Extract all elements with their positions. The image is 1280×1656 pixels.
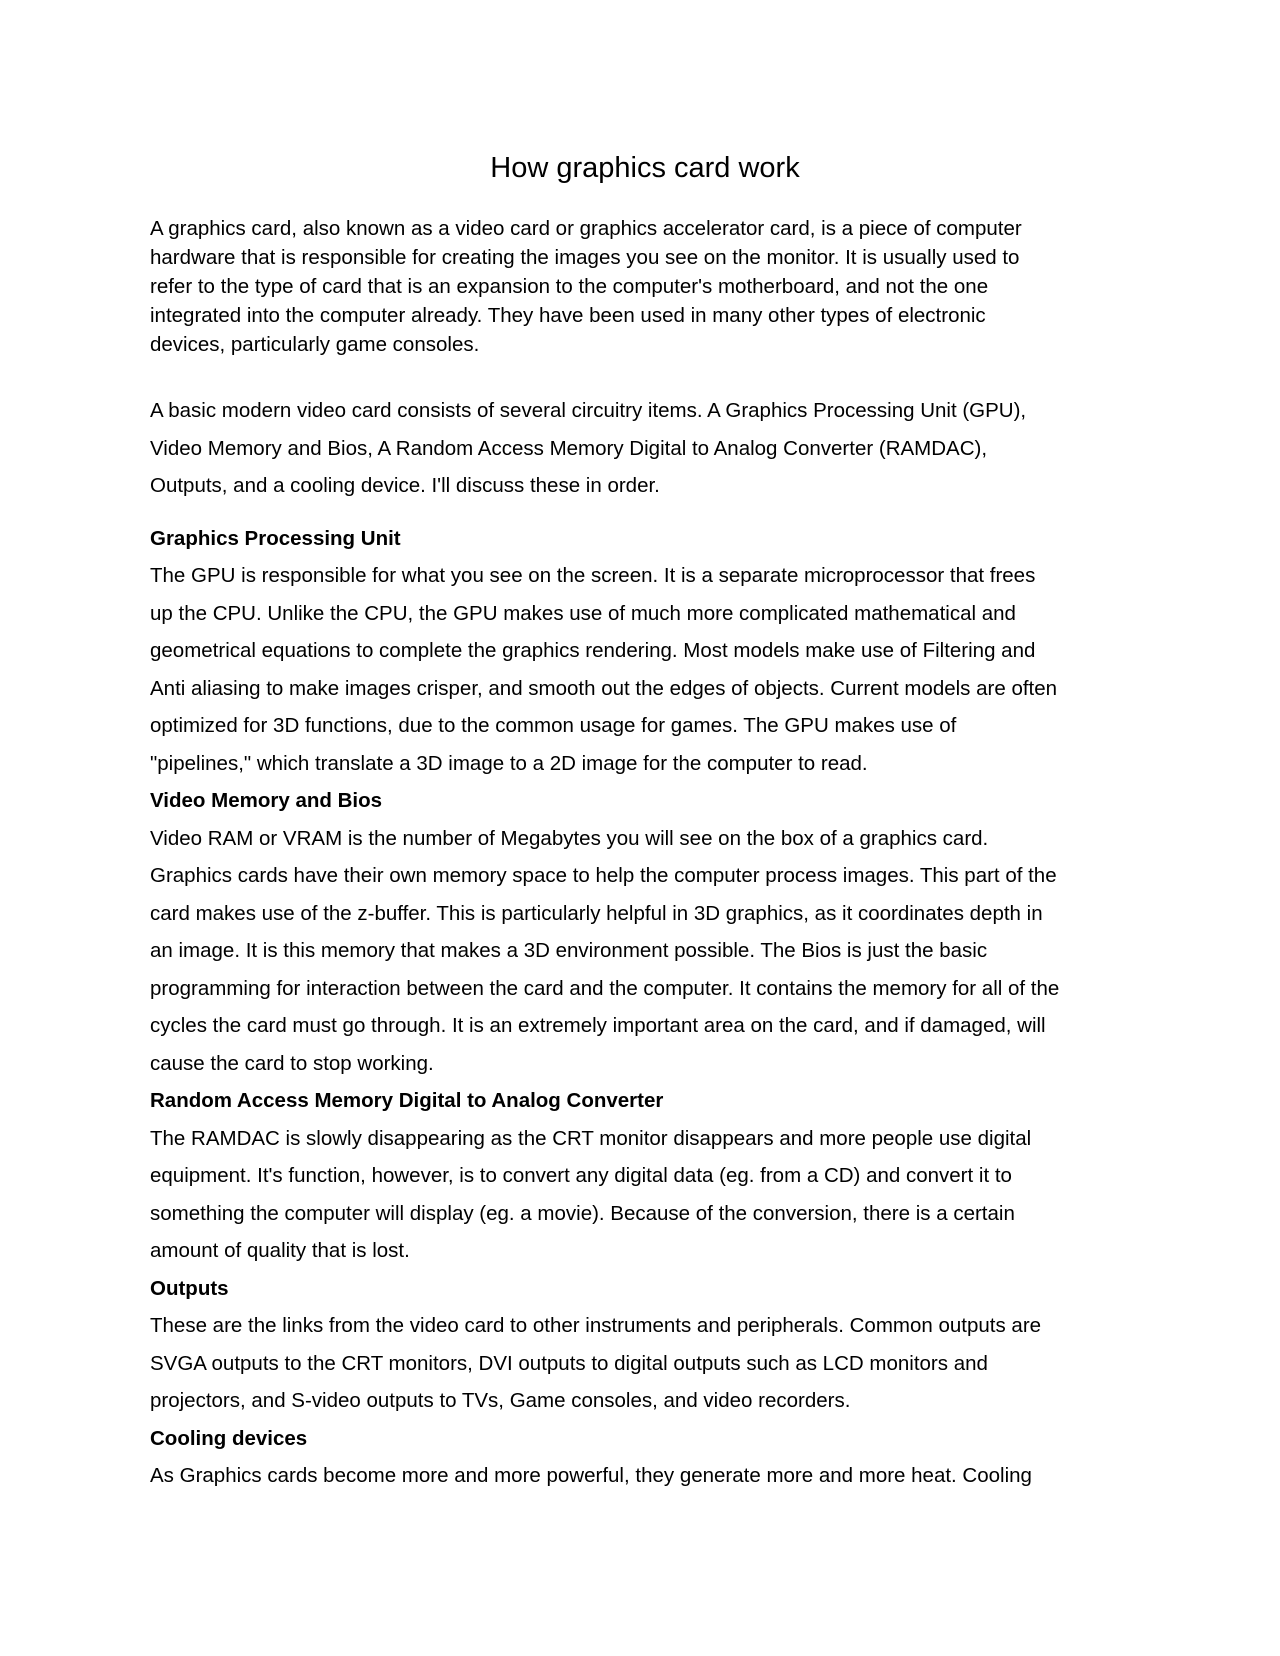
body-line: These are the links from the video card to other instruments and peripherals. Common outputs are bbox=[150, 1314, 1042, 1337]
body-line: programming for interaction between the card and the computer. It contains the memory for all of the bbox=[150, 976, 1060, 1000]
body-line: The GPU is responsible for what you see on the screen. It is a separate microprocessor that frees bbox=[150, 564, 1036, 587]
body-line: Anti aliasing to make images crisper, and smooth out the edges of objects. Current models are often bbox=[150, 676, 1058, 700]
body-line: "pipelines," which translate a 3D image to a 2D image for the computer to read. bbox=[150, 751, 868, 775]
section-ramdac bbox=[150, 1082, 1140, 1270]
section-heading: Graphics Processing Unit bbox=[150, 526, 401, 550]
body-line: something the computer will display (eg. a movie). Because of the conversion, there is a certain bbox=[150, 1201, 1015, 1225]
body-line: Video RAM or VRAM is the number of Megabytes you will see on the box of a graphics card. bbox=[150, 826, 989, 850]
body-line: SVGA outputs to the CRT monitors, DVI outputs to digital outputs such as LCD monitors and bbox=[150, 1351, 988, 1375]
section-body bbox=[150, 1307, 1140, 1420]
section-body bbox=[150, 557, 1140, 782]
body-line: equipment. It's function, however, is to convert any digital data (eg. from a CD) and convert it to bbox=[150, 1164, 1012, 1187]
overview-line: A basic modern video card consists of several circuitry items. A Graphics Processing Unit (GPU), bbox=[150, 399, 1027, 422]
body-line: card makes use of the z-buffer. This is particularly helpful in 3D graphics, as it coordinates depth in bbox=[150, 901, 1043, 925]
section-body bbox=[150, 820, 1140, 1083]
body-line: As Graphics cards become more and more powerful, they generate more and more heat. Cooling bbox=[150, 1464, 1032, 1487]
body-line: The RAMDAC is slowly disappearing as the CRT monitor disappears and more people use digital bbox=[150, 1126, 1032, 1150]
intro-paragraph bbox=[150, 214, 1140, 359]
section-body bbox=[150, 1457, 1140, 1495]
document-page bbox=[150, 148, 1140, 1495]
intro-line: refer to the type of card that is an expansion to the computer's motherboard, and not the one bbox=[150, 275, 989, 298]
overview-line: Outputs, and a cooling device. I'll discuss these in order. bbox=[150, 474, 660, 497]
section-video-memory bbox=[150, 782, 1140, 1082]
section-outputs bbox=[150, 1270, 1140, 1420]
intro-line: devices, particularly game consoles. bbox=[150, 333, 480, 356]
document-title: How graphics card work bbox=[490, 152, 800, 184]
body-line: an image. It is this memory that makes a 3D environment possible. The Bios is just the basic bbox=[150, 939, 988, 962]
section-body bbox=[150, 1120, 1140, 1270]
body-line: up the CPU. Unlike the CPU, the GPU makes use of much more complicated mathematical and bbox=[150, 601, 1016, 625]
body-line: optimized for 3D functions, due to the common usage for games. The GPU makes use of bbox=[150, 714, 957, 737]
section-heading: Outputs bbox=[150, 1276, 229, 1300]
intro-line: integrated into the computer already. They have been used in many other types of electronic bbox=[150, 304, 986, 327]
section-gpu bbox=[150, 520, 1140, 783]
intro-line: A graphics card, also known as a video card or graphics accelerator card, is a piece of computer bbox=[150, 217, 1022, 240]
body-line: cycles the card must go through. It is an extremely important area on the card, and if damaged, will bbox=[150, 1014, 1046, 1037]
body-line: geometrical equations to complete the graphics rendering. Most models make use of Filtering and bbox=[150, 639, 1036, 662]
body-line: Graphics cards have their own memory space to help the computer process images. This part of the bbox=[150, 864, 1057, 887]
intro-line: hardware that is responsible for creating the images you see on the monitor. It is usually used to bbox=[150, 246, 1020, 269]
section-heading: Video Memory and Bios bbox=[150, 789, 383, 812]
section-cooling bbox=[150, 1420, 1140, 1495]
section-heading: Random Access Memory Digital to Analog Converter bbox=[150, 1089, 664, 1112]
body-line: amount of quality that is lost. bbox=[150, 1239, 410, 1262]
body-line: cause the card to stop working. bbox=[150, 1051, 434, 1075]
overview-paragraph bbox=[150, 392, 1140, 505]
body-line: projectors, and S-video outputs to TVs, Game consoles, and video recorders. bbox=[150, 1389, 851, 1412]
section-heading: Cooling devices bbox=[150, 1426, 308, 1450]
overview-line: Video Memory and Bios, A Random Access Memory Digital to Analog Converter (RAMDAC), bbox=[150, 436, 988, 460]
